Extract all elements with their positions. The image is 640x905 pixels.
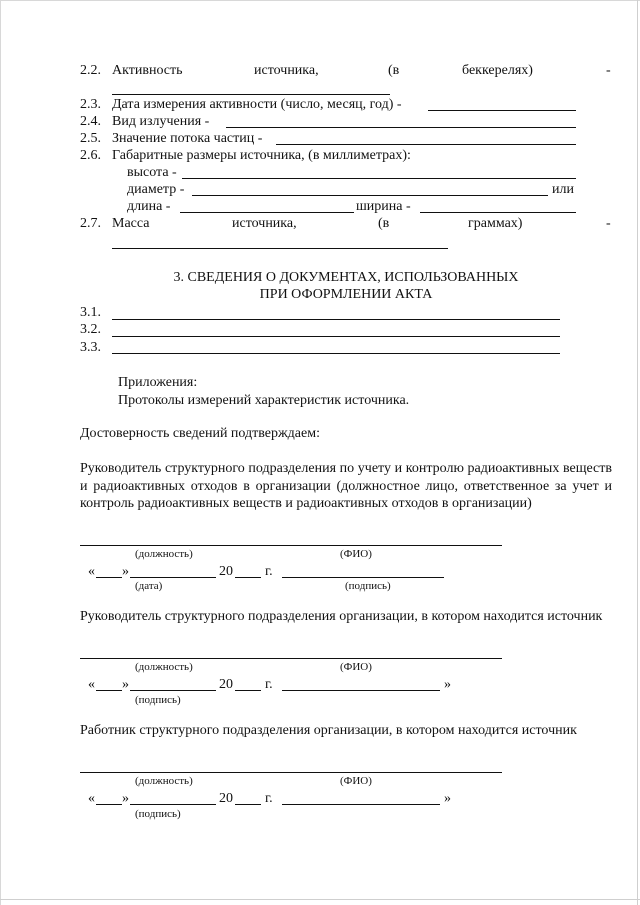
page-border-left	[0, 0, 1, 905]
open-quote: «	[88, 677, 95, 692]
name-caption: (ФИО)	[340, 661, 372, 673]
month-fill-line[interactable]	[130, 804, 216, 805]
signature-caption: (подпись)	[135, 694, 181, 706]
item-word: Активность	[112, 63, 183, 78]
day-fill-line[interactable]	[96, 690, 122, 691]
day-fill-line[interactable]	[96, 577, 122, 578]
item-number: 2.5.	[80, 131, 101, 146]
item-dash: -	[606, 63, 611, 78]
date-caption: (дата)	[135, 580, 163, 592]
signature-fill-line[interactable]	[282, 577, 444, 578]
item-number: 2.3.	[80, 97, 101, 112]
open-quote: «	[88, 791, 95, 806]
length-label: длина -	[127, 199, 171, 214]
attachments-text: Протоколы измерений характеристик источника.	[118, 393, 410, 408]
fill-line[interactable]	[112, 94, 390, 95]
item-word: источника,	[254, 63, 319, 78]
fill-line[interactable]	[276, 144, 576, 145]
month-fill-line[interactable]	[130, 690, 216, 691]
signature-role-text: Работник структурного подразделения организации, в котором находится источник	[80, 723, 577, 738]
position-name-line[interactable]	[80, 545, 502, 546]
fill-line[interactable]	[112, 319, 560, 320]
fill-line[interactable]	[428, 110, 576, 111]
width-fill-line[interactable]	[420, 212, 576, 213]
item-label: Габаритные размеры источника, (в миллиметрах):	[112, 148, 411, 163]
item-word: Масса	[112, 216, 150, 231]
fill-line[interactable]	[112, 353, 560, 354]
length-fill-line[interactable]	[180, 212, 354, 213]
fill-line[interactable]	[112, 248, 448, 249]
position-caption: (должность)	[135, 661, 193, 673]
or-label: или	[552, 182, 574, 197]
signature-role-text: Руководитель структурного подразделения по учету и контролю радиоактивных веществ и радиоактивных отходов в организации (должностное лицо, ответственное за учет и контроль радиоактивных веществ и радиоактивных отходов в организации)	[80, 461, 612, 511]
signature-fill-line[interactable]	[282, 690, 440, 691]
year-prefix: 20	[219, 564, 233, 579]
position-caption: (должность)	[135, 548, 193, 560]
item-number: 2.4.	[80, 114, 101, 129]
page-border-top	[0, 0, 640, 1]
fill-line[interactable]	[112, 336, 560, 337]
item-word: граммах)	[468, 216, 523, 231]
year-fill-line[interactable]	[235, 804, 261, 805]
item-label: Значение потока частиц -	[112, 131, 263, 146]
page-border-bottom	[0, 899, 640, 900]
end-quote: »	[444, 677, 451, 692]
signature-role-text: Руководитель структурного подразделения организации, в котором находится источник	[80, 609, 603, 624]
page-border-right	[637, 0, 638, 905]
section-3-title-line2: ПРИ ОФОРМЛЕНИИ АКТА	[259, 287, 433, 302]
item-number: 3.2.	[80, 322, 101, 337]
height-fill-line[interactable]	[182, 178, 576, 179]
end-quote: »	[444, 791, 451, 806]
item-label: Дата измерения активности (число, месяц, год) -	[112, 97, 402, 112]
year-prefix: 20	[219, 791, 233, 806]
diameter-label: диаметр -	[127, 182, 185, 197]
width-label: ширина -	[356, 199, 411, 214]
attachments-label: Приложения:	[118, 375, 198, 390]
item-number: 2.7.	[80, 216, 101, 231]
position-name-line[interactable]	[80, 772, 502, 773]
day-fill-line[interactable]	[96, 804, 122, 805]
item-number: 2.6.	[80, 148, 101, 163]
height-label: высота -	[127, 165, 177, 180]
year-prefix: 20	[219, 677, 233, 692]
diameter-fill-line[interactable]	[192, 195, 548, 196]
item-number: 2.2.	[80, 63, 101, 78]
signature-fill-line[interactable]	[282, 804, 440, 805]
confirmation-text: Достоверность сведений подтверждаем:	[80, 426, 320, 441]
open-quote: «	[88, 564, 95, 579]
year-suffix: г.	[265, 564, 273, 579]
close-quote: »	[122, 791, 129, 806]
year-suffix: г.	[265, 677, 273, 692]
section-3-title-line1: 3. СВЕДЕНИЯ О ДОКУМЕНТАХ, ИСПОЛЬЗОВАННЫХ	[173, 270, 519, 285]
year-fill-line[interactable]	[235, 690, 261, 691]
item-word: (в	[378, 216, 390, 231]
year-suffix: г.	[265, 791, 273, 806]
item-label: Вид излучения -	[112, 114, 210, 129]
close-quote: »	[122, 677, 129, 692]
item-word: источника,	[232, 216, 297, 231]
item-number: 3.1.	[80, 305, 101, 320]
fill-line[interactable]	[226, 127, 576, 128]
item-word: беккерелях)	[462, 63, 533, 78]
item-number: 3.3.	[80, 340, 101, 355]
position-name-line[interactable]	[80, 658, 502, 659]
signature-caption: (подпись)	[135, 808, 181, 820]
year-fill-line[interactable]	[235, 577, 261, 578]
item-dash: -	[606, 216, 611, 231]
name-caption: (ФИО)	[340, 775, 372, 787]
position-caption: (должность)	[135, 775, 193, 787]
month-fill-line[interactable]	[130, 577, 216, 578]
close-quote: »	[122, 564, 129, 579]
name-caption: (ФИО)	[340, 548, 372, 560]
signature-caption: (подпись)	[345, 580, 391, 592]
item-word: (в	[388, 63, 400, 78]
